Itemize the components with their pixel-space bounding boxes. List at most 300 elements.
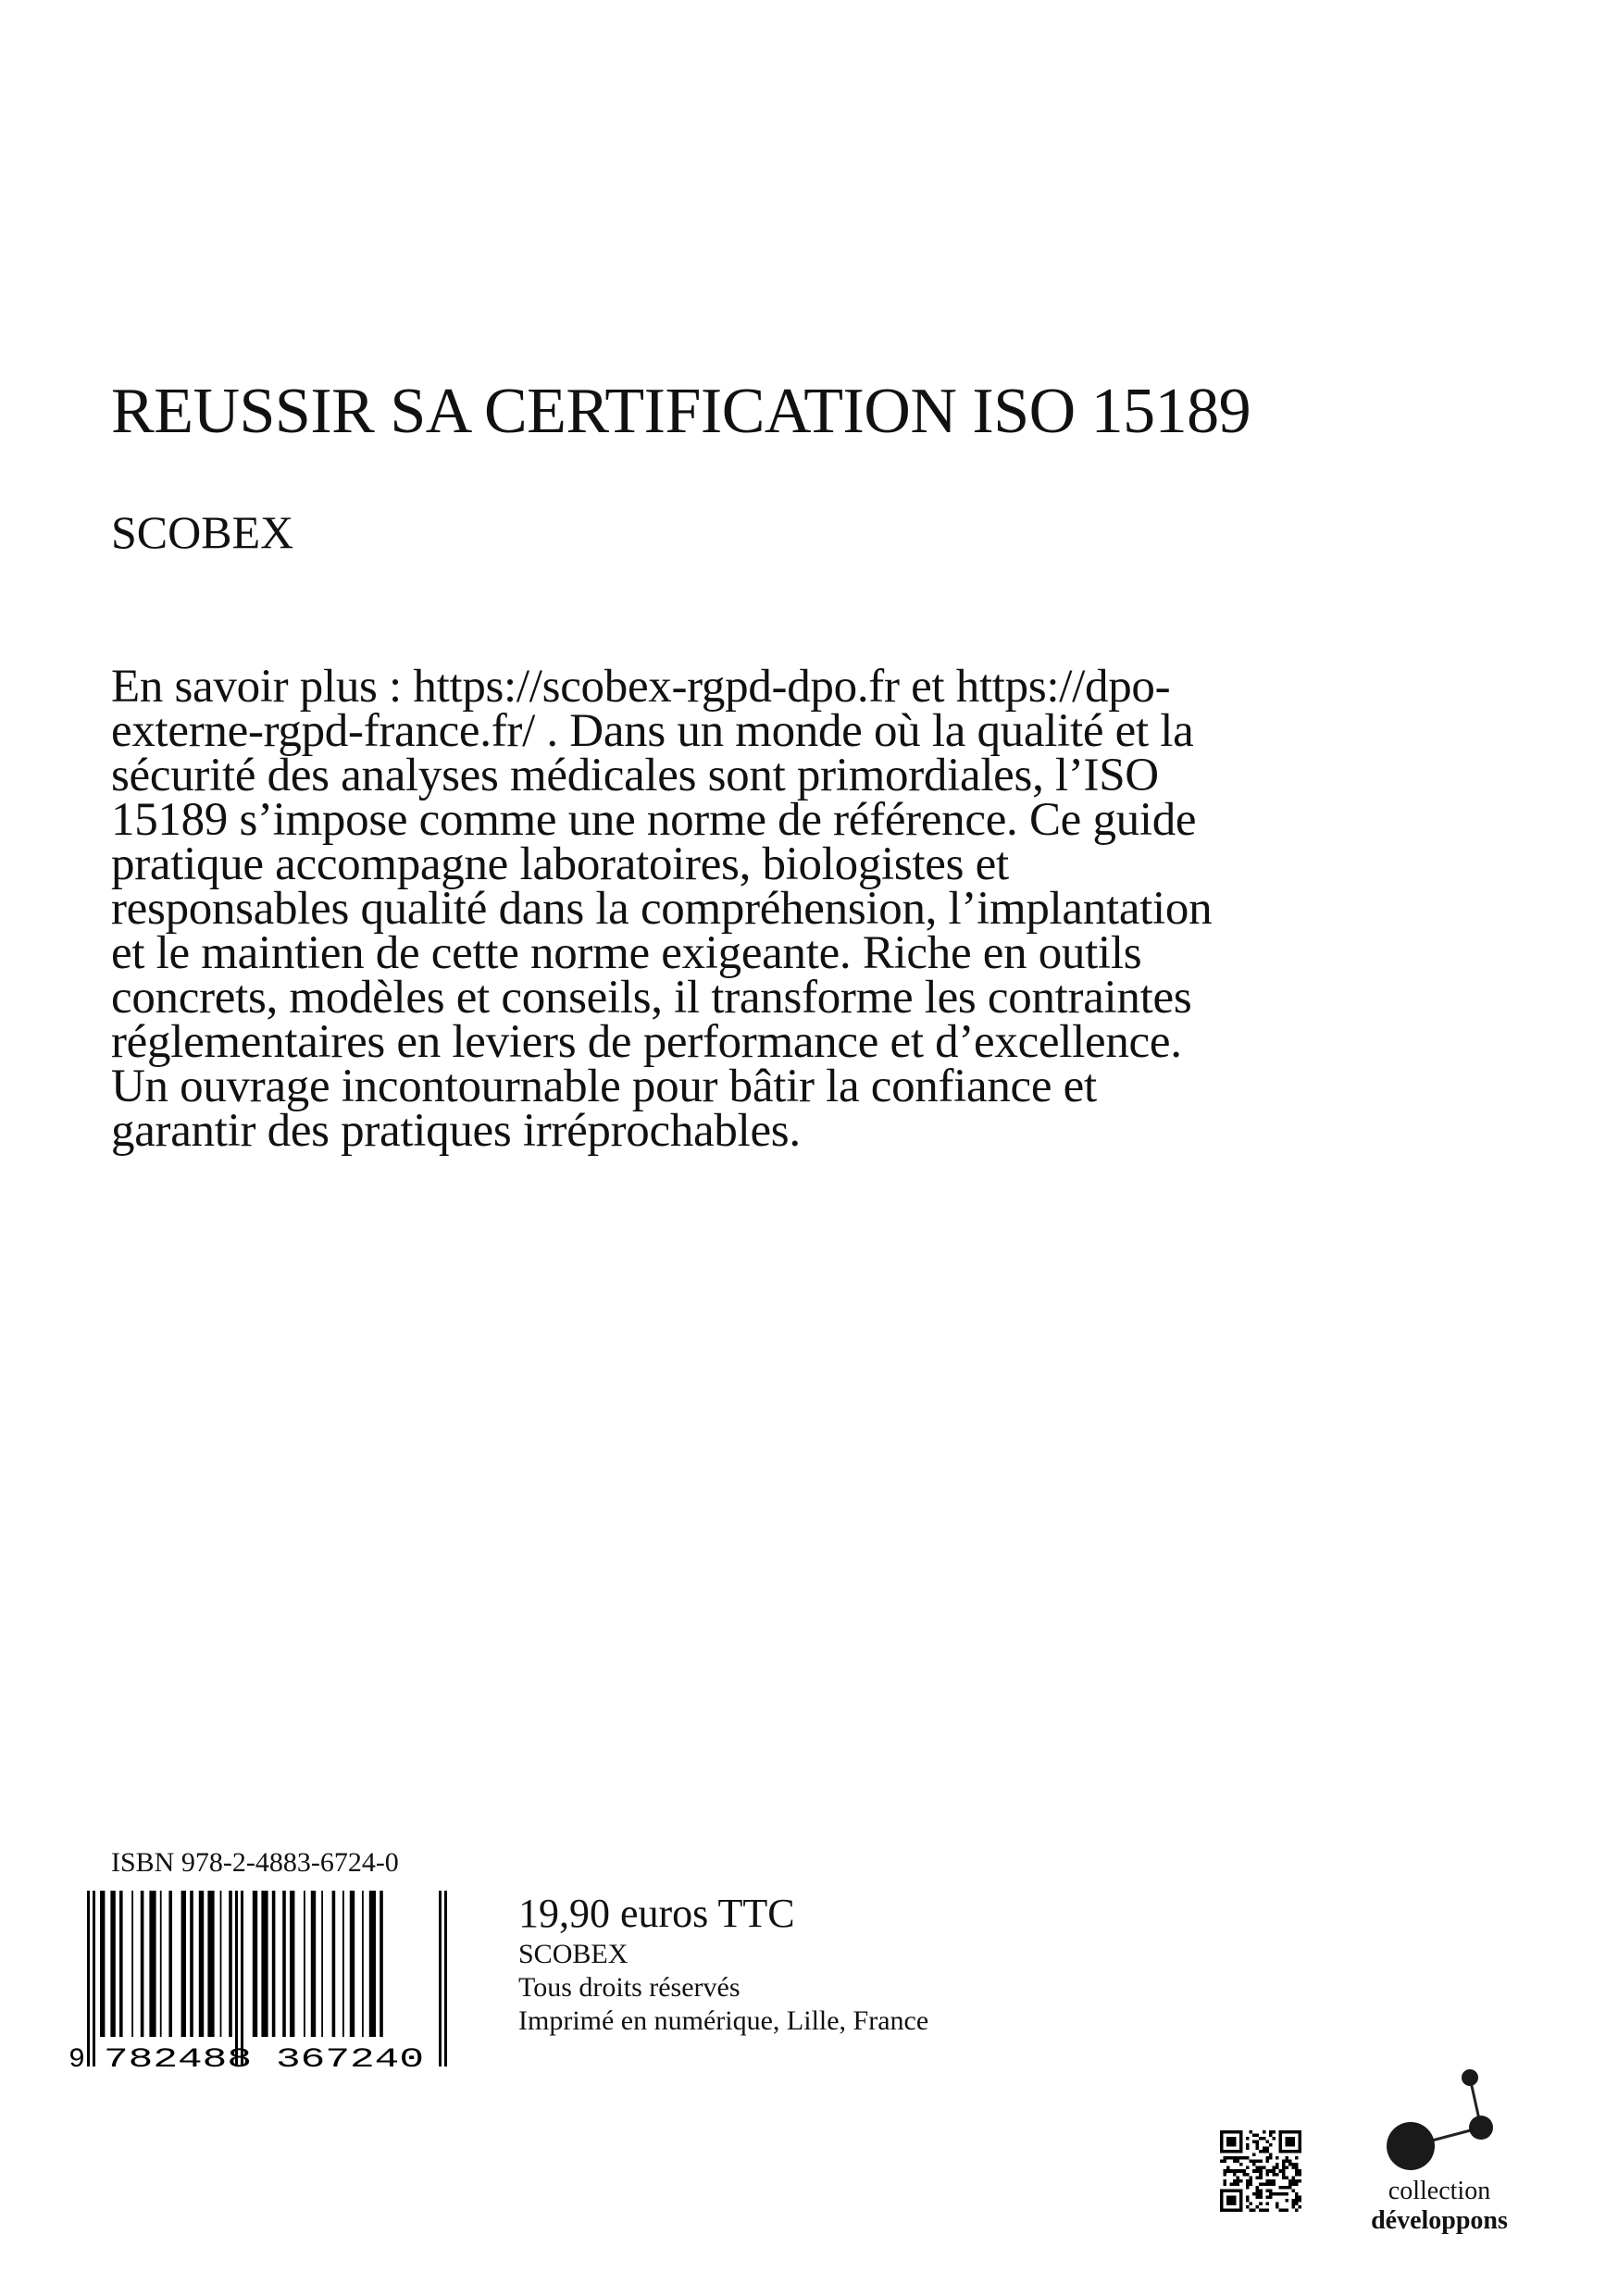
qr-module <box>1288 2143 1292 2147</box>
publisher-info <box>518 1890 928 2038</box>
qr-module <box>1269 2156 1273 2160</box>
qr-module <box>1269 2192 1273 2196</box>
qr-module <box>1282 2208 1286 2212</box>
qr-module <box>1250 2208 1253 2212</box>
qr-module <box>1288 2186 1292 2190</box>
qr-module <box>1237 2189 1240 2192</box>
qr-module <box>1224 2150 1227 2153</box>
qr-module <box>1278 2143 1282 2147</box>
qr-module <box>1233 2173 1237 2177</box>
qr-module <box>1269 2195 1273 2199</box>
qr-module <box>1295 2173 1299 2177</box>
barcode-digits-left: 782488 <box>104 2044 252 2071</box>
qr-module <box>1285 2150 1288 2153</box>
qr-module <box>1230 2208 1234 2212</box>
qr-module <box>1278 2150 1282 2153</box>
qr-module <box>1291 2205 1295 2209</box>
qr-module <box>1239 2163 1243 2166</box>
qr-module <box>1272 2137 1276 2141</box>
qr-module <box>1295 2199 1299 2203</box>
qr-module <box>1250 2179 1253 2183</box>
qr-module <box>1230 2143 1234 2147</box>
qr-module <box>1250 2130 1253 2134</box>
qr-module <box>1288 2141 1292 2144</box>
qr-module <box>1265 2202 1269 2205</box>
qr-module <box>1291 2163 1295 2166</box>
qr-module <box>1230 2189 1234 2192</box>
qr-module <box>1246 2186 1250 2190</box>
qr-module <box>1226 2202 1230 2205</box>
qr-module <box>1252 2160 1256 2164</box>
qr-module <box>1226 2141 1230 2144</box>
qr-module <box>1239 2143 1243 2147</box>
qr-module <box>1272 2166 1276 2170</box>
qr-module <box>1282 2169 1286 2173</box>
qr-module <box>1288 2150 1292 2153</box>
barcode-bar <box>350 1891 355 2037</box>
qr-module <box>1252 2208 1256 2212</box>
qr-module <box>1224 2182 1227 2186</box>
qr-module <box>1224 2179 1227 2183</box>
qr-module <box>1282 2160 1286 2164</box>
qr-module <box>1239 2169 1243 2173</box>
qr-module <box>1256 2195 1260 2199</box>
qr-module <box>1239 2156 1243 2160</box>
barcode-bar <box>272 1891 276 2037</box>
qr-module <box>1230 2130 1234 2134</box>
collection-word: collection <box>1388 2177 1491 2205</box>
qr-module <box>1246 2137 1250 2141</box>
qr-module <box>1269 2130 1273 2134</box>
qr-module <box>1263 2166 1266 2170</box>
qr-module <box>1276 2202 1279 2205</box>
qr-module <box>1295 2156 1299 2160</box>
qr-module <box>1243 2169 1247 2173</box>
qr-module <box>1259 2150 1263 2153</box>
qr-module <box>1265 2147 1269 2151</box>
qr-module <box>1272 2179 1276 2183</box>
qr-module <box>1233 2169 1237 2173</box>
qr-module <box>1298 2143 1301 2147</box>
qr-module <box>1250 2160 1253 2164</box>
qr-module <box>1278 2147 1282 2151</box>
qr-module <box>1282 2192 1286 2196</box>
qr-module <box>1298 2173 1301 2177</box>
qr-module <box>1278 2130 1282 2134</box>
qr-module <box>1243 2173 1247 2177</box>
qr-module <box>1233 2130 1237 2134</box>
rights-notice: Tous droits réservés <box>518 1972 741 2003</box>
barcode-bar <box>190 1891 193 2037</box>
qr-module <box>1230 2199 1234 2203</box>
barcode-bar <box>282 1891 286 2037</box>
qr-module <box>1285 2137 1288 2141</box>
qr-module <box>1239 2130 1243 2134</box>
qr-module <box>1233 2160 1237 2164</box>
qr-module <box>1269 2182 1273 2186</box>
barcode-guard-bar <box>444 1891 447 2066</box>
qr-module <box>1265 2173 1269 2177</box>
book-blurb: En savoir plus : https://scobex-rgpd-dpo.fr et https://dpo-externe-rgpd-france.fr/ . Dans un monde où la qualité et la sécurité des analyses médicales sont primordiales, l’ISO 15189 s’impose comme une norme de référence. Ce guide pratique accompagne laboratoires, biologistes et responsables qualité dans la compréhension, l’implantation et le maintien de cette norme exigeante. Riche en outils concrets, modèles et conseils, il transforme les contraintes réglementaires en leviers de performance et d’excellence. Un ouvrage incontournable pour bâtir la confiance et garantir des pratiques irréprochables. <box>111 661 1213 1157</box>
qr-module <box>1298 2137 1301 2141</box>
qr-module <box>1256 2169 1260 2173</box>
qr-module <box>1239 2199 1243 2203</box>
barcode-bar <box>304 1891 305 2037</box>
collection-label <box>1351 2177 1527 2236</box>
book-author: SCOBEX <box>111 506 294 558</box>
qr-module <box>1224 2130 1227 2134</box>
qr-module <box>1278 2137 1282 2141</box>
qr-module <box>1269 2189 1273 2192</box>
qr-module <box>1288 2137 1292 2141</box>
barcode-bar <box>199 1891 204 2037</box>
qr-module <box>1246 2205 1250 2209</box>
qr-module <box>1230 2202 1234 2205</box>
qr-module <box>1239 2195 1243 2199</box>
barcode-guard-bar <box>439 1891 442 2066</box>
qr-module <box>1224 2173 1227 2177</box>
qr-module <box>1239 2141 1243 2144</box>
qr-module <box>1272 2173 1276 2177</box>
qr-module <box>1239 2189 1243 2192</box>
qr-module <box>1230 2169 1234 2173</box>
barcode-bar <box>362 1891 364 2037</box>
qr-module <box>1224 2208 1227 2212</box>
qr-module <box>1259 2208 1263 2212</box>
qr-module <box>1276 2205 1279 2209</box>
qr-module <box>1226 2169 1230 2173</box>
qr-module <box>1265 2208 1269 2212</box>
qr-module <box>1239 2205 1243 2209</box>
isbn-label: ISBN 978-2-4883-6724-0 <box>111 1847 399 1878</box>
barcode-bar <box>110 1891 115 2037</box>
qr-module <box>1237 2169 1240 2173</box>
qr-module <box>1224 2160 1227 2164</box>
qr-module <box>1237 2176 1240 2179</box>
qr-module <box>1263 2147 1266 2151</box>
qr-module <box>1276 2156 1279 2160</box>
qr-module <box>1285 2176 1288 2179</box>
qr-module <box>1285 2166 1288 2170</box>
qr-module <box>1220 2130 1224 2134</box>
qr-module <box>1220 2189 1224 2192</box>
qr-module <box>1259 2202 1263 2205</box>
qr-module <box>1233 2195 1237 2199</box>
qr-module <box>1220 2137 1224 2141</box>
barcode-guard-bar <box>241 1891 243 2066</box>
qr-module <box>1288 2182 1292 2186</box>
barcode-bar <box>311 1891 316 2037</box>
qr-module <box>1250 2176 1253 2179</box>
barcode-bar <box>220 1891 222 2037</box>
qr-module <box>1291 2182 1295 2186</box>
qr-module <box>1252 2153 1256 2157</box>
qr-module <box>1259 2192 1263 2196</box>
qr-module <box>1272 2130 1276 2134</box>
qr-module <box>1252 2192 1256 2196</box>
qr-module <box>1272 2182 1276 2186</box>
qr-module <box>1269 2143 1273 2147</box>
qr-module <box>1220 2134 1224 2138</box>
qr-module <box>1220 2160 1224 2164</box>
qr-module <box>1233 2141 1237 2144</box>
qr-module <box>1233 2208 1237 2212</box>
qr-module <box>1233 2150 1237 2153</box>
qr-module <box>1298 2141 1301 2144</box>
qr-module <box>1298 2150 1301 2153</box>
qr-module <box>1233 2156 1237 2160</box>
qr-module <box>1298 2147 1301 2151</box>
qr-module <box>1265 2182 1269 2186</box>
qr-module <box>1259 2189 1263 2192</box>
qr-module <box>1239 2150 1243 2153</box>
qr-module <box>1263 2137 1266 2141</box>
qr-module <box>1265 2169 1269 2173</box>
qr-module <box>1246 2166 1250 2170</box>
barcode-bar <box>380 1891 383 2037</box>
qr-module <box>1226 2156 1230 2160</box>
barcode-bar <box>321 1891 323 2037</box>
qr-module <box>1285 2192 1288 2196</box>
barcode-digits-right: 367240 <box>276 2044 424 2071</box>
qr-module <box>1256 2176 1260 2179</box>
qr-module <box>1226 2199 1230 2203</box>
qr-module <box>1256 2147 1260 2151</box>
qr-module <box>1252 2141 1256 2144</box>
qr-module <box>1288 2130 1292 2134</box>
qr-module <box>1259 2182 1263 2186</box>
qr-module <box>1295 2163 1299 2166</box>
qr-module <box>1226 2137 1230 2141</box>
qr-module <box>1285 2156 1288 2160</box>
qr-module <box>1246 2156 1250 2160</box>
print-location: Imprimé en numérique, Lille, France <box>518 2005 929 2036</box>
qr-module <box>1269 2169 1273 2173</box>
qr-module <box>1265 2150 1269 2153</box>
qr-module <box>1233 2202 1237 2205</box>
qr-module <box>1291 2189 1295 2192</box>
qr-module <box>1276 2163 1279 2166</box>
barcode-bar <box>141 1891 144 2037</box>
qr-module <box>1276 2192 1279 2196</box>
qr-module <box>1291 2141 1295 2144</box>
qr-module <box>1226 2150 1230 2153</box>
qr-module <box>1237 2182 1240 2186</box>
qr-module <box>1256 2143 1260 2147</box>
qr-module <box>1259 2173 1263 2177</box>
qr-module <box>1282 2176 1286 2179</box>
qr-module <box>1269 2179 1273 2183</box>
price: 19,90 euros TTC <box>518 1891 795 1936</box>
molecule-logo-icon <box>1379 2066 1509 2178</box>
qr-module <box>1282 2173 1286 2177</box>
qr-module <box>1278 2141 1282 2144</box>
qr-module <box>1291 2130 1295 2134</box>
qr-module <box>1230 2141 1234 2144</box>
qr-module <box>1263 2150 1266 2153</box>
qr-module <box>1291 2202 1295 2205</box>
qr-module <box>1298 2205 1301 2209</box>
qr-module <box>1285 2186 1288 2190</box>
qr-module <box>1220 2143 1224 2147</box>
barcode-bar <box>100 1891 105 2037</box>
qr-module <box>1237 2179 1240 2183</box>
qr-module <box>1246 2195 1250 2199</box>
qr-module <box>1256 2166 1260 2170</box>
qr-module <box>1295 2192 1299 2196</box>
qr-module <box>1285 2143 1288 2147</box>
qr-module <box>1256 2192 1260 2196</box>
qr-module <box>1250 2202 1253 2205</box>
qr-module <box>1226 2195 1230 2199</box>
qr-module <box>1295 2169 1299 2173</box>
qr-module <box>1239 2147 1243 2151</box>
qr-module <box>1259 2160 1263 2164</box>
qr-module <box>1295 2195 1299 2199</box>
qr-module <box>1265 2141 1269 2144</box>
qr-module <box>1237 2150 1240 2153</box>
qr-module <box>1278 2169 1282 2173</box>
barcode-bar <box>207 1891 214 2037</box>
qr-module <box>1252 2169 1256 2173</box>
qr-module <box>1291 2176 1295 2179</box>
qr-module <box>1220 2147 1224 2151</box>
qr-module <box>1291 2150 1295 2153</box>
qr-module <box>1226 2166 1230 2170</box>
qr-module <box>1230 2182 1234 2186</box>
qr-module <box>1288 2160 1292 2164</box>
qr-module <box>1259 2176 1263 2179</box>
qr-module <box>1295 2208 1299 2212</box>
qr-module <box>1252 2163 1256 2166</box>
qr-module <box>1246 2143 1250 2147</box>
qr-module <box>1298 2134 1301 2138</box>
qr-module <box>1224 2156 1227 2160</box>
qr-module <box>1239 2192 1243 2196</box>
qr-module <box>1263 2182 1266 2186</box>
barcode-bar <box>119 1891 123 2037</box>
qr-module <box>1230 2156 1234 2160</box>
qr-module <box>1291 2143 1295 2147</box>
qr-module <box>1220 2141 1224 2144</box>
qr-module <box>1239 2202 1243 2205</box>
qr-code-icon <box>1220 2130 1301 2212</box>
qr-module <box>1256 2134 1260 2138</box>
barcode-guard-bar <box>87 1891 90 2066</box>
qr-module <box>1298 2130 1301 2134</box>
qr-module <box>1291 2199 1295 2203</box>
qr-module <box>1295 2182 1299 2186</box>
qr-module <box>1220 2202 1224 2205</box>
qr-module <box>1224 2169 1227 2173</box>
qr-module <box>1278 2134 1282 2138</box>
qr-module <box>1298 2169 1301 2173</box>
qr-module <box>1259 2195 1263 2199</box>
qr-module <box>1291 2179 1295 2183</box>
publisher-name: SCOBEX <box>518 1939 629 1969</box>
qr-module <box>1220 2205 1224 2209</box>
qr-module <box>1226 2208 1230 2212</box>
qr-module <box>1233 2179 1237 2183</box>
barcode-bar <box>168 1891 172 2037</box>
qr-module <box>1233 2199 1237 2203</box>
qr-module <box>1295 2179 1299 2183</box>
qr-module <box>1226 2189 1230 2192</box>
qr-module <box>1220 2192 1224 2196</box>
qr-module <box>1272 2192 1276 2196</box>
qr-module <box>1278 2208 1282 2212</box>
qr-module <box>1295 2202 1299 2205</box>
qr-module <box>1288 2179 1292 2183</box>
qr-module <box>1237 2208 1240 2212</box>
qr-module <box>1282 2166 1286 2170</box>
qr-module <box>1246 2179 1250 2183</box>
qr-module <box>1291 2166 1295 2170</box>
barcode-guard-bar <box>235 1891 238 2066</box>
qr-module <box>1233 2137 1237 2141</box>
qr-module <box>1239 2137 1243 2141</box>
qr-module <box>1239 2179 1243 2183</box>
qr-module <box>1269 2153 1273 2157</box>
qr-module <box>1233 2143 1237 2147</box>
barcode-bar <box>131 1891 133 2037</box>
qr-module <box>1256 2205 1260 2209</box>
qr-module <box>1237 2156 1240 2160</box>
qr-module <box>1256 2141 1260 2144</box>
qr-module <box>1282 2186 1286 2190</box>
qr-module <box>1276 2166 1279 2170</box>
qr-module <box>1246 2182 1250 2186</box>
qr-module <box>1265 2156 1269 2160</box>
qr-module <box>1282 2163 1286 2166</box>
barcode-bar <box>369 1891 376 2037</box>
qr-module <box>1282 2150 1286 2153</box>
qr-module <box>1250 2182 1253 2186</box>
qr-module <box>1288 2163 1292 2166</box>
qr-module <box>1226 2130 1230 2134</box>
qr-module <box>1298 2199 1301 2203</box>
barcode-bar <box>160 1891 162 2037</box>
qr-module <box>1285 2199 1288 2203</box>
qr-module <box>1282 2130 1286 2134</box>
qr-module <box>1252 2134 1256 2138</box>
qr-module <box>1239 2208 1243 2212</box>
qr-module <box>1239 2134 1243 2138</box>
qr-module <box>1269 2134 1273 2138</box>
qr-module <box>1237 2130 1240 2134</box>
qr-module <box>1298 2195 1301 2199</box>
qr-module <box>1220 2199 1224 2203</box>
qr-module <box>1237 2160 1240 2164</box>
barcode-bar <box>290 1891 294 2037</box>
qr-module <box>1259 2137 1263 2141</box>
qr-module <box>1276 2173 1279 2177</box>
barcode-bar <box>253 1891 257 2037</box>
qr-module <box>1220 2150 1224 2153</box>
barcode-bar <box>181 1891 186 2037</box>
qr-module <box>1265 2179 1269 2183</box>
qr-module <box>1246 2173 1250 2177</box>
barcode-bar <box>149 1891 156 2037</box>
qr-module <box>1230 2137 1234 2141</box>
qr-module <box>1230 2150 1234 2153</box>
qr-module <box>1278 2192 1282 2196</box>
qr-module <box>1285 2208 1288 2212</box>
qr-module <box>1285 2141 1288 2144</box>
qr-module <box>1256 2186 1260 2190</box>
barcode-bar <box>261 1891 268 2037</box>
qr-module <box>1265 2195 1269 2199</box>
